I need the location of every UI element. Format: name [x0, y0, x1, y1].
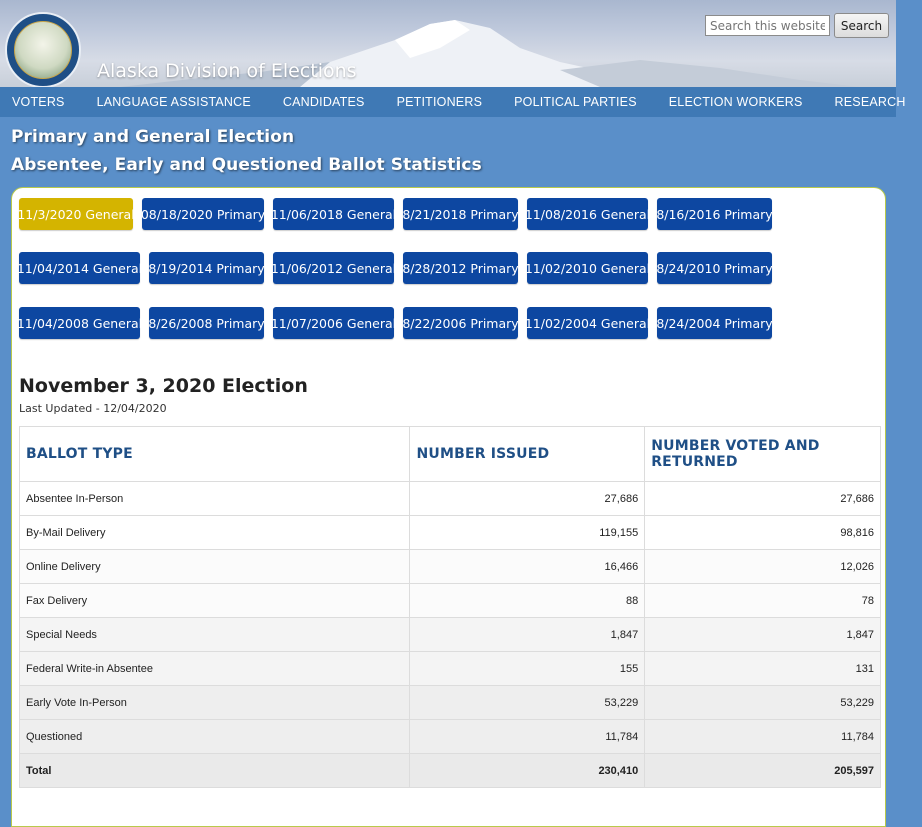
- total-issued-cell: 230,410: [410, 754, 645, 788]
- table-row: [20, 550, 881, 584]
- table-row: [20, 516, 881, 550]
- returned-cell: 1,847: [645, 618, 881, 652]
- election-button-2008-primary[interactable]: 8/26/2008 Primary: [149, 307, 264, 339]
- column-header-ballot-type: BALLOT TYPE: [20, 427, 410, 482]
- ballot-type-cell: Federal Write-in Absentee: [20, 652, 410, 686]
- issued-cell: 53,229: [410, 686, 645, 720]
- returned-cell: 78: [645, 584, 881, 618]
- election-button-2012-primary[interactable]: 8/28/2012 Primary: [403, 252, 518, 284]
- site-title[interactable]: Alaska Division of Elections: [97, 60, 357, 82]
- column-header-number-issued: NUMBER ISSUED: [410, 427, 645, 482]
- election-button-2006-primary[interactable]: 8/22/2006 Primary: [403, 307, 518, 339]
- ballot-type-cell: Absentee In-Person: [20, 482, 410, 516]
- election-button-2020-general[interactable]: 11/3/2020 General: [19, 198, 133, 230]
- returned-cell: 98,816: [645, 516, 881, 550]
- election-button-2018-primary[interactable]: 8/21/2018 Primary: [403, 198, 518, 230]
- ballot-type-cell: Fax Delivery: [20, 584, 410, 618]
- total-returned-cell: 205,597: [645, 754, 881, 788]
- issued-cell: 1,847: [410, 618, 645, 652]
- nav-item-petitioners[interactable]: PETITIONERS: [396, 95, 483, 109]
- page-subtitle: Absentee, Early and Questioned Ballot Statistics: [11, 155, 482, 175]
- table-row: [20, 652, 881, 686]
- nav-item-candidates[interactable]: CANDIDATES: [282, 95, 365, 109]
- ballot-type-cell: By-Mail Delivery: [20, 516, 410, 550]
- state-seal-logo[interactable]: [5, 12, 81, 88]
- returned-cell: 27,686: [645, 482, 881, 516]
- table-row: [20, 482, 881, 516]
- issued-cell: 11,784: [410, 720, 645, 754]
- returned-cell: 131: [645, 652, 881, 686]
- election-button-2014-primary[interactable]: 8/19/2014 Primary: [149, 252, 264, 284]
- site-header: [0, 0, 896, 87]
- ballot-statistics-table: [19, 426, 881, 788]
- table-row: [20, 720, 881, 754]
- election-button-2020-primary[interactable]: 08/18/2020 Primary: [142, 198, 264, 230]
- table-row: [20, 618, 881, 652]
- election-button-2004-general[interactable]: 11/02/2004 General: [527, 307, 648, 339]
- nav-item-language-assistance[interactable]: LANGUAGE ASSISTANCE: [96, 95, 251, 109]
- search-button[interactable]: Search: [834, 13, 889, 38]
- nav-item-voters[interactable]: VOTERS: [12, 95, 65, 109]
- last-updated: Last Updated - 12/04/2020: [19, 402, 167, 415]
- returned-cell: 11,784: [645, 720, 881, 754]
- nav-item-election-workers[interactable]: ELECTION WORKERS: [668, 95, 803, 109]
- ballot-type-cell: Early Vote In-Person: [20, 686, 410, 720]
- nav-item-research[interactable]: RESEARCH: [834, 95, 906, 109]
- election-title: November 3, 2020 Election: [19, 375, 308, 397]
- election-button-2004-primary[interactable]: 8/24/2004 Primary: [657, 307, 772, 339]
- total-label-cell: Total: [20, 754, 410, 788]
- returned-cell: 12,026: [645, 550, 881, 584]
- issued-cell: 119,155: [410, 516, 645, 550]
- election-button-2018-general[interactable]: 11/06/2018 General: [273, 198, 394, 230]
- main-nav: [0, 87, 906, 117]
- election-button-2012-general[interactable]: 11/06/2012 General: [273, 252, 394, 284]
- page-title: Primary and General Election: [11, 127, 295, 147]
- election-button-2016-general[interactable]: 11/08/2016 General: [527, 198, 648, 230]
- election-button-2014-general[interactable]: 11/04/2014 General: [19, 252, 140, 284]
- election-button-2016-primary[interactable]: 8/16/2016 Primary: [657, 198, 772, 230]
- election-button-2006-general[interactable]: 11/07/2006 General: [273, 307, 394, 339]
- returned-cell: 53,229: [645, 686, 881, 720]
- search-input[interactable]: [705, 15, 830, 36]
- table-header-row: [20, 427, 881, 482]
- table-row: [20, 686, 881, 720]
- election-button-2010-general[interactable]: 11/02/2010 General: [527, 252, 648, 284]
- issued-cell: 88: [410, 584, 645, 618]
- ballot-type-cell: Online Delivery: [20, 550, 410, 584]
- nav-item-political-parties[interactable]: POLITICAL PARTIES: [514, 95, 637, 109]
- election-button-2008-general[interactable]: 11/04/2008 General: [19, 307, 140, 339]
- column-header-number-voted: NUMBER VOTED AND RETURNED: [645, 427, 881, 482]
- election-button-2010-primary[interactable]: 8/24/2010 Primary: [657, 252, 772, 284]
- issued-cell: 27,686: [410, 482, 645, 516]
- table-row: [20, 584, 881, 618]
- table-total-row: [20, 754, 881, 788]
- issued-cell: 155: [410, 652, 645, 686]
- ballot-type-cell: Questioned: [20, 720, 410, 754]
- issued-cell: 16,466: [410, 550, 645, 584]
- ballot-type-cell: Special Needs: [20, 618, 410, 652]
